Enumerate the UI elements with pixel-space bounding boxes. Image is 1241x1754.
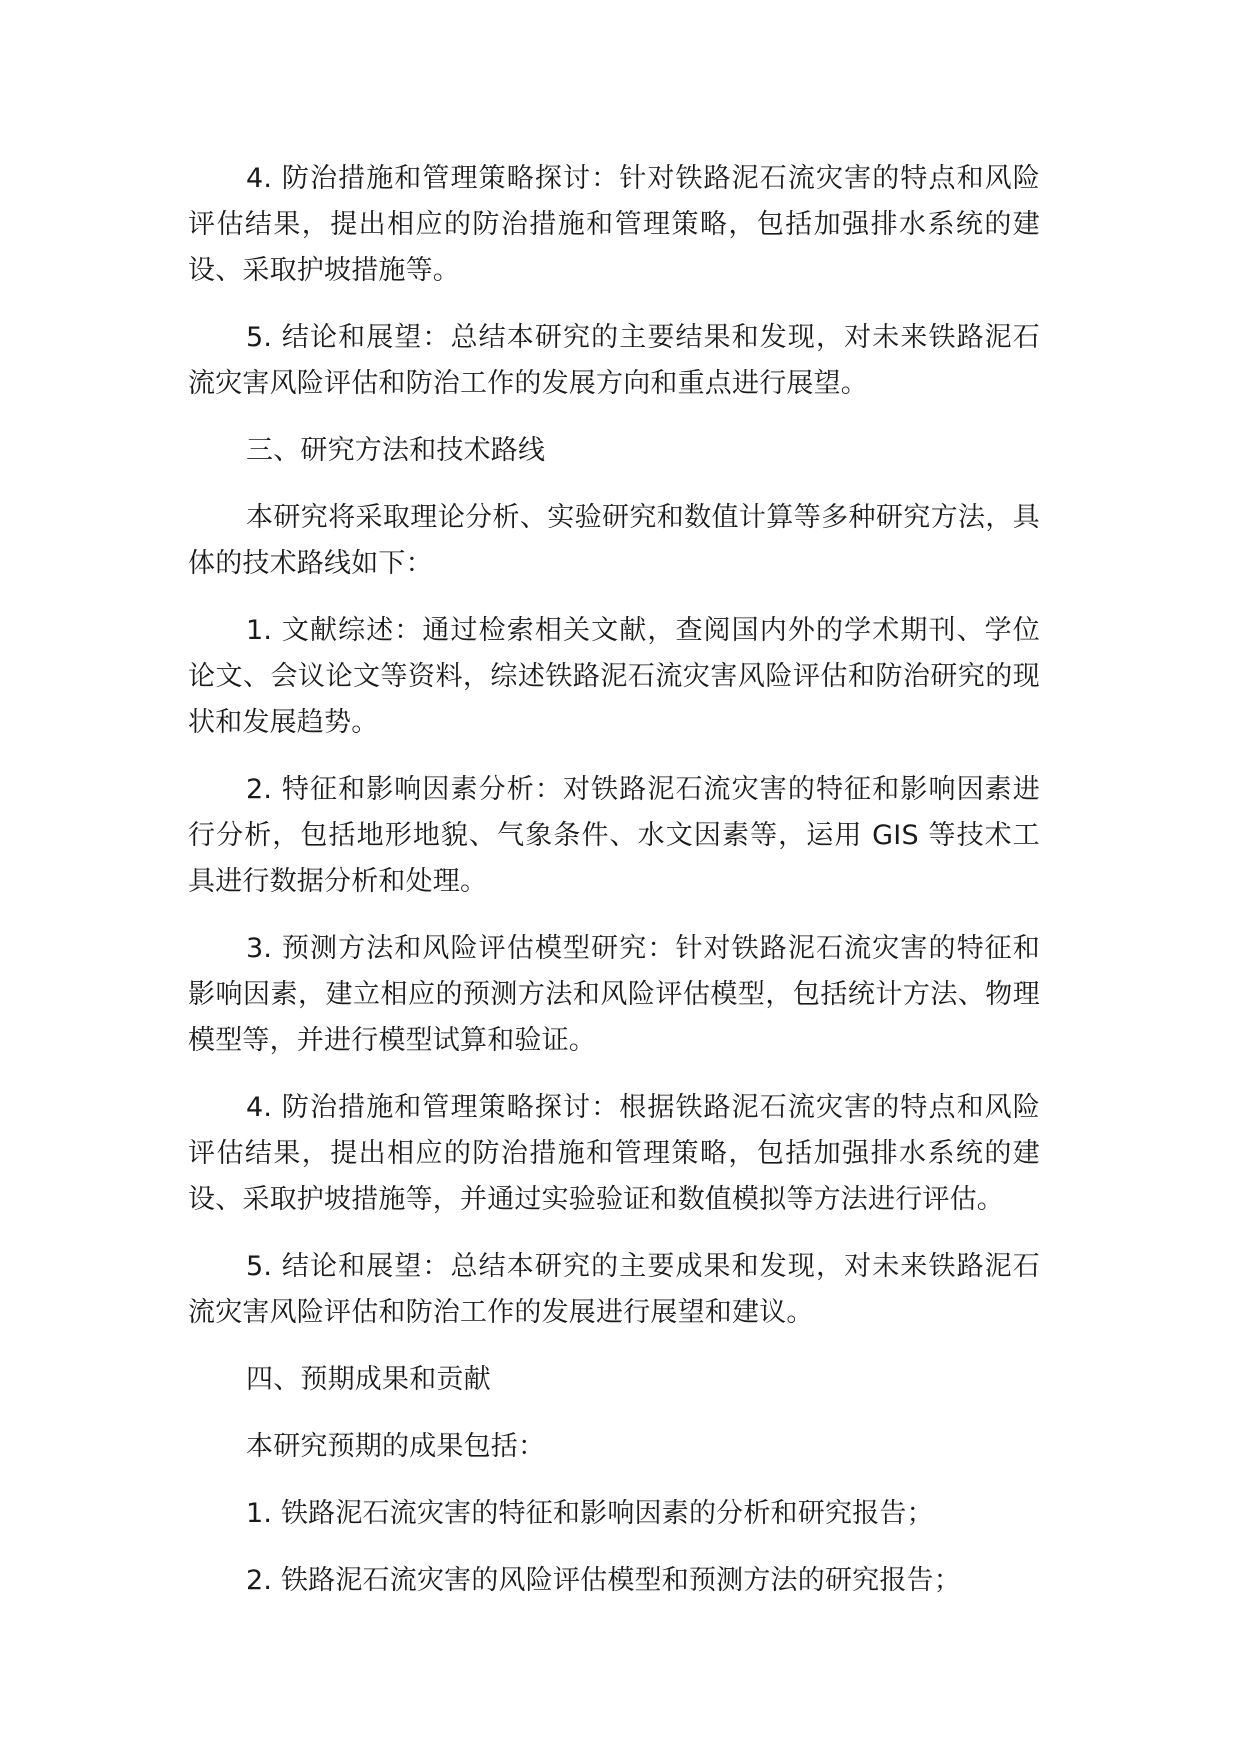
- paragraph-prevention-strategy: 4. 防治措施和管理策略探讨：根据铁路泥石流灾害的特点和风险评估结果，提出相应的防治措施和管理策略，包括加强排水系统的建设、采取护坡措施等，并通过实验验证和数值模拟等方法进行评估。: [188, 1092, 1040, 1215]
- section-heading-outcomes: 四、预期成果和贡献: [246, 1364, 491, 1395]
- section-heading-methods: 三、研究方法和技术路线: [246, 435, 546, 466]
- paragraph-outcomes-intro: 本研究预期的成果包括：: [246, 1431, 546, 1462]
- paragraph-prediction-model: 3. 预测方法和风险评估模型研究：针对铁路泥石流灾害的特征和影响因素，建立相应的预测方法和风险评估模型，包括统计方法、物理模型等，并进行模型试算和验证。: [188, 933, 1040, 1056]
- paragraph-literature-review: 1. 文献综述：通过检索相关文献，查阅国内外的学术期刊、学位论文、会议论文等资料，综述铁路泥石流灾害风险评估和防治研究的现状和发展趋势。: [188, 615, 1040, 738]
- list-item-outcome-2: 2. 铁路泥石流灾害的风险评估模型和预测方法的研究报告；: [246, 1565, 961, 1596]
- paragraph-methods-intro: 本研究将采取理论分析、实验研究和数值计算等多种研究方法，具体的技术路线如下：: [188, 502, 1040, 579]
- paragraph-conclusion-suggestion: 5. 结论和展望：总结本研究的主要成果和发现，对未来铁路泥石流灾害风险评估和防治工作的发展进行展望和建议。: [188, 1251, 1040, 1328]
- paragraph-prevention-measures: 4. 防治措施和管理策略探讨：针对铁路泥石流灾害的特点和风险评估结果，提出相应的防治措施和管理策略，包括加强排水系统的建设、采取护坡措施等。: [188, 163, 1040, 286]
- list-item-outcome-1: 1. 铁路泥石流灾害的特征和影响因素的分析和研究报告；: [246, 1498, 934, 1529]
- paragraph-feature-analysis: 2. 特征和影响因素分析：对铁路泥石流灾害的特征和影响因素进行分析，包括地形地貌、气象条件、水文因素等，运用 GIS 等技术工具进行数据分析和处理。: [188, 774, 1040, 897]
- paragraph-conclusion-outlook: 5. 结论和展望：总结本研究的主要结果和发现，对未来铁路泥石流灾害风险评估和防治工作的发展方向和重点进行展望。: [188, 322, 1040, 399]
- document-page: [188, 156, 1040, 1625]
